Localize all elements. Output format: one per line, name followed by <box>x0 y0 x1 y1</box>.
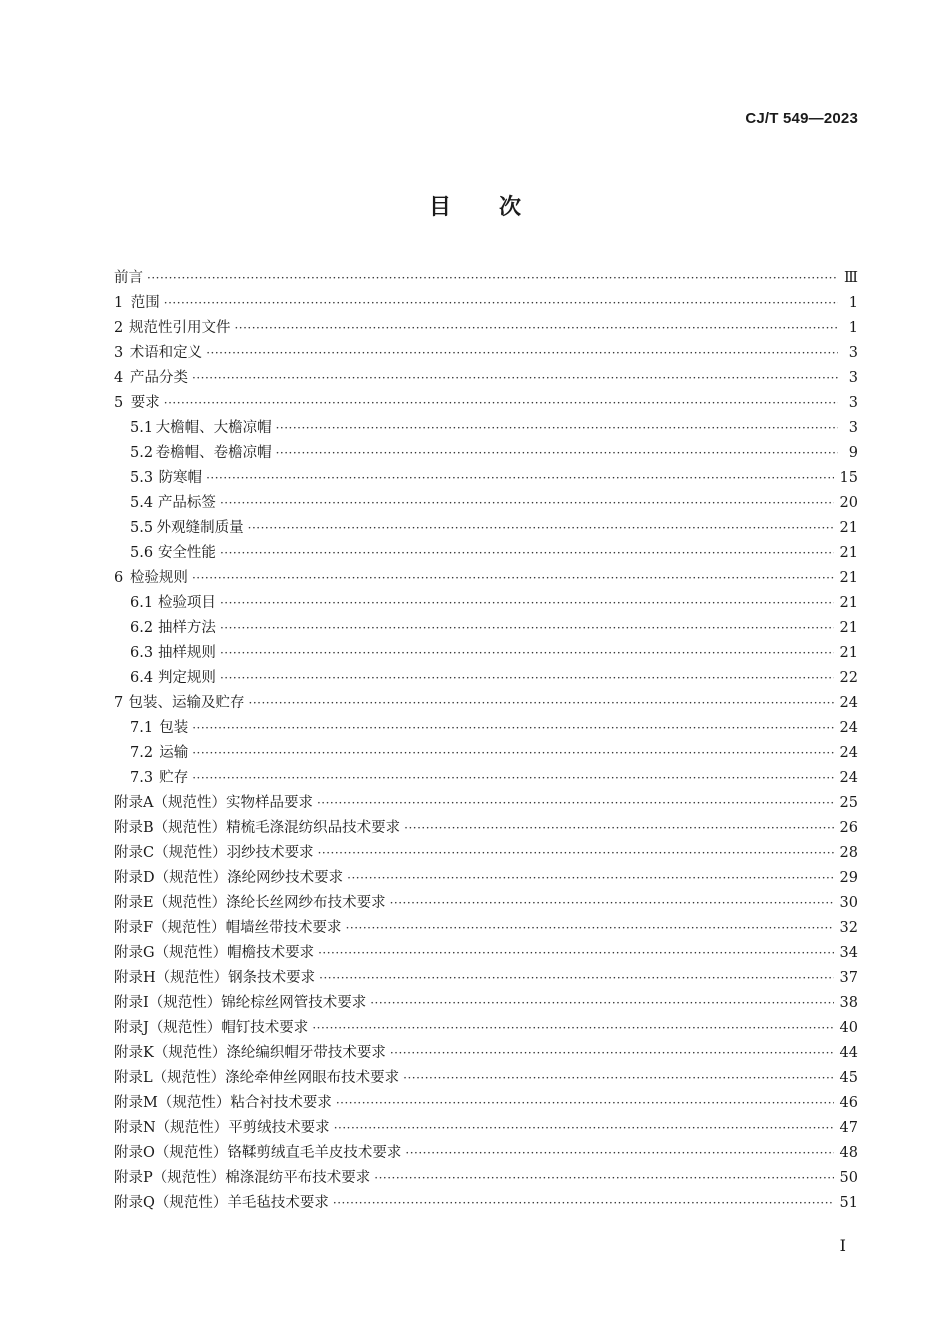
toc-entry[interactable] <box>114 1191 858 1216</box>
dot-leader <box>276 441 838 466</box>
dot-leader <box>347 866 833 891</box>
toc-entry-number: 5.5 <box>130 520 154 536</box>
appendix-tag: 附录N（规范性） <box>114 1120 229 1136</box>
dot-leader <box>164 391 838 416</box>
toc-entry-label: 涤纶牵伸丝网眼布技术要求 <box>225 1070 400 1086</box>
toc-entry-label: 平剪绒技术要求 <box>228 1120 330 1136</box>
toc-entry-page: 9 <box>848 445 858 461</box>
appendix-tag: 附录H（规范性） <box>114 970 229 986</box>
appendix-tag: 附录I（规范性） <box>114 995 222 1011</box>
toc-entry-page: 21 <box>839 595 858 611</box>
toc-entry[interactable] <box>114 1041 858 1066</box>
toc-entry[interactable] <box>114 266 858 291</box>
toc-entry[interactable] <box>114 691 858 716</box>
dot-leader <box>206 341 838 366</box>
toc-entry-page: 26 <box>839 820 858 836</box>
appendix-tag: 附录E（规范性） <box>114 895 227 911</box>
toc-entry[interactable] <box>114 816 858 841</box>
toc-entry-page: Ⅲ <box>844 270 858 286</box>
dot-leader <box>249 691 834 716</box>
appendix-tag: 附录L（规范性） <box>114 1070 226 1086</box>
toc-entry-label: 精梳毛涤混纺织品技术要求 <box>226 820 401 836</box>
toc-entry-page: 50 <box>839 1170 858 1186</box>
dot-leader <box>403 1066 833 1091</box>
toc-entry-page: 20 <box>839 495 858 511</box>
page-title <box>0 190 950 221</box>
toc-entry-label: 检验规则 <box>129 570 188 586</box>
dot-leader <box>192 716 833 741</box>
toc-entry[interactable] <box>114 391 858 416</box>
toc-entry-page: 22 <box>839 670 858 686</box>
dot-leader <box>390 891 834 916</box>
dot-leader <box>192 766 833 791</box>
toc-entry-label: 产品标签 <box>157 495 216 511</box>
toc-entry-number: 5 <box>114 395 124 411</box>
toc-entry-label: 涤纶编织帽牙带技术要求 <box>226 1045 386 1061</box>
toc-entry-number: 5.4 <box>130 495 154 511</box>
toc-entry-page: 32 <box>839 920 858 936</box>
dot-leader <box>192 366 838 391</box>
toc-entry[interactable] <box>114 791 858 816</box>
toc-entry-page: 21 <box>839 570 858 586</box>
footer-page-number: Ⅰ <box>839 1236 846 1255</box>
dot-leader <box>374 1166 833 1191</box>
table-of-contents <box>114 266 858 1216</box>
dot-leader <box>164 291 838 316</box>
toc-entry[interactable] <box>114 866 858 891</box>
toc-entry-number: 6.4 <box>130 670 154 686</box>
toc-entry-label: 外观缝制质量 <box>156 520 244 536</box>
toc-entry[interactable] <box>114 641 858 666</box>
appendix-tag: 附录A（规范性） <box>114 795 226 811</box>
toc-entry-number: 5.6 <box>130 545 154 561</box>
toc-entry[interactable] <box>114 716 858 741</box>
toc-entry-label: 棉涤混纺平布技术要求 <box>225 1170 371 1186</box>
toc-entry[interactable] <box>114 491 858 516</box>
toc-entry-page: 34 <box>839 945 858 961</box>
dot-leader <box>317 791 834 816</box>
toc-entry-page: 21 <box>839 645 858 661</box>
dot-leader <box>220 616 834 641</box>
toc-entry-page: 37 <box>839 970 858 986</box>
toc-entry[interactable] <box>114 291 858 316</box>
toc-entry-page: 28 <box>839 845 858 861</box>
dot-leader <box>405 1141 833 1166</box>
toc-entry-page: 30 <box>839 895 858 911</box>
toc-entry-page: 25 <box>839 795 858 811</box>
toc-entry[interactable] <box>114 741 858 766</box>
toc-entry-page: 3 <box>848 370 858 386</box>
toc-entry-number: 7 <box>114 695 124 711</box>
toc-entry-label: 涤纶长丝网纱布技术要求 <box>226 895 386 911</box>
toc-entry-label: 规范性引用文件 <box>128 320 231 336</box>
toc-entry-number: 5.1 <box>130 420 154 436</box>
toc-entry[interactable] <box>114 991 858 1016</box>
toc-entry-label: 羽纱技术要求 <box>226 845 314 861</box>
title-char: 目 <box>428 194 451 220</box>
toc-entry-page: 46 <box>839 1095 858 1111</box>
toc-entry-label: 卷檐帽、卷檐凉帽 <box>155 445 272 461</box>
dot-leader <box>333 1191 834 1216</box>
dot-leader <box>346 916 834 941</box>
toc-entry-number: 7.3 <box>130 770 154 786</box>
toc-entry-label: 防寒帽 <box>158 470 203 486</box>
toc-entry-label: 范围 <box>130 295 160 311</box>
toc-entry-label: 判定规则 <box>157 670 216 686</box>
dot-leader <box>404 816 833 841</box>
toc-entry[interactable] <box>114 1091 858 1116</box>
toc-entry[interactable] <box>114 516 858 541</box>
toc-entry-number: 3 <box>114 345 124 361</box>
toc-entry[interactable] <box>114 891 858 916</box>
toc-entry[interactable] <box>114 441 858 466</box>
toc-entry-number: 5.3 <box>130 470 154 486</box>
toc-entry-page: 47 <box>839 1120 858 1136</box>
dot-leader <box>206 466 833 491</box>
dot-leader <box>220 491 834 516</box>
toc-entry-label: 铬鞣剪绒直毛羊皮技术要求 <box>227 1145 402 1161</box>
toc-entry-page: 24 <box>839 745 858 761</box>
toc-entry-label: 抽样规则 <box>157 645 216 661</box>
toc-entry[interactable] <box>114 1141 858 1166</box>
dot-leader <box>192 741 833 766</box>
dot-leader <box>319 966 833 991</box>
appendix-tag: 附录M（规范性） <box>114 1095 231 1111</box>
toc-entry[interactable] <box>114 916 858 941</box>
toc-entry-number: 5.2 <box>130 445 154 461</box>
toc-entry-label: 锦纶棕丝网管技术要求 <box>221 995 367 1011</box>
toc-entry-page: 24 <box>839 720 858 736</box>
toc-entry-page: 21 <box>839 520 858 536</box>
toc-entry-label: 钢条技术要求 <box>228 970 316 986</box>
toc-entry-label: 包装、运输及贮存 <box>128 695 245 711</box>
toc-entry-page: 24 <box>839 695 858 711</box>
toc-entry-number: 4 <box>114 370 124 386</box>
toc-entry-number: 1 <box>114 295 124 311</box>
toc-entry-label: 粘合衬技术要求 <box>230 1095 332 1111</box>
toc-entry-number: 7.1 <box>130 720 154 736</box>
dot-leader <box>334 1116 834 1141</box>
toc-entry-page: 21 <box>839 620 858 636</box>
toc-entry-page: 38 <box>839 995 858 1011</box>
dot-leader <box>220 541 834 566</box>
appendix-tag: 附录Q（规范性） <box>114 1195 228 1211</box>
dot-leader <box>370 991 833 1016</box>
toc-entry[interactable] <box>114 616 858 641</box>
toc-entry-page: 29 <box>839 870 858 886</box>
appendix-tag: 附录B（规范性） <box>114 820 227 836</box>
toc-entry-label: 涤纶网纱技术要求 <box>227 870 344 886</box>
toc-entry-number: 2 <box>114 320 124 336</box>
toc-entry[interactable] <box>114 841 858 866</box>
toc-entry[interactable] <box>114 966 858 991</box>
toc-entry-label: 产品分类 <box>130 370 189 386</box>
toc-entry-label: 抽样方法 <box>157 620 216 636</box>
toc-entry[interactable] <box>114 591 858 616</box>
dot-leader <box>248 516 834 541</box>
toc-entry[interactable] <box>114 1066 858 1091</box>
toc-entry[interactable] <box>114 766 858 791</box>
standard-code: CJ/T 549—2023 <box>745 110 858 127</box>
toc-entry-label: 实物样品要求 <box>225 795 313 811</box>
toc-entry[interactable] <box>114 416 858 441</box>
title-char: 次 <box>499 194 522 220</box>
toc-entry-number: 7.2 <box>130 745 154 761</box>
appendix-tag: 附录K（规范性） <box>114 1045 227 1061</box>
dot-leader <box>318 941 833 966</box>
dot-leader <box>390 1041 834 1066</box>
toc-entry-number: 6.2 <box>130 620 154 636</box>
toc-entry-label: 帽钉技术要求 <box>221 1020 309 1036</box>
dot-leader <box>220 666 834 691</box>
toc-entry[interactable] <box>114 666 858 691</box>
toc-entry-number: 6 <box>114 570 124 586</box>
toc-entry-page: 21 <box>839 545 858 561</box>
appendix-tag: 附录P（规范性） <box>114 1170 226 1186</box>
toc-entry-page: 48 <box>839 1145 858 1161</box>
toc-entry-page: 1 <box>848 320 858 336</box>
toc-entry-page: 44 <box>839 1045 858 1061</box>
toc-entry[interactable] <box>114 941 858 966</box>
dot-leader <box>318 841 834 866</box>
toc-entry-number: 6.3 <box>130 645 154 661</box>
toc-entry-label: 要求 <box>130 395 160 411</box>
dot-leader <box>147 266 838 291</box>
appendix-tag: 附录J（规范性） <box>114 1020 222 1036</box>
toc-entry[interactable] <box>114 1166 858 1191</box>
dot-leader <box>220 641 834 666</box>
toc-entry-page: 24 <box>839 770 858 786</box>
toc-entry-page: 45 <box>839 1070 858 1086</box>
toc-entry-page: 1 <box>848 295 858 311</box>
toc-entry-number: 6.1 <box>130 595 154 611</box>
toc-entry-label: 贮存 <box>159 770 189 786</box>
appendix-tag: 附录C（规范性） <box>114 845 227 861</box>
toc-entry[interactable] <box>114 541 858 566</box>
dot-leader <box>276 416 838 441</box>
toc-entry[interactable] <box>114 566 858 591</box>
dot-leader <box>234 316 838 341</box>
appendix-tag: 附录O（规范性） <box>114 1145 228 1161</box>
appendix-tag: 附录D（规范性） <box>114 870 228 886</box>
toc-entry[interactable] <box>114 466 858 491</box>
toc-entry-page: 3 <box>848 345 858 361</box>
toc-entry-page: 3 <box>848 395 858 411</box>
toc-entry-page: 51 <box>839 1195 858 1211</box>
toc-entry-label: 大檐帽、大檐凉帽 <box>155 420 272 436</box>
toc-entry-label: 羊毛毡技术要求 <box>227 1195 329 1211</box>
dot-leader <box>312 1016 833 1041</box>
toc-entry[interactable] <box>114 316 858 341</box>
dot-leader <box>336 1091 834 1116</box>
toc-entry-page: 3 <box>848 420 858 436</box>
toc-entry-label: 安全性能 <box>157 545 216 561</box>
toc-entry-page: 40 <box>839 1020 858 1036</box>
appendix-tag: 附录G（规范性） <box>114 945 228 961</box>
toc-entry-page: 15 <box>839 470 858 486</box>
toc-entry[interactable] <box>114 1016 858 1041</box>
toc-entry-label: 运输 <box>159 745 189 761</box>
toc-entry[interactable] <box>114 1116 858 1141</box>
toc-entry-label: 帽墙丝带技术要求 <box>225 920 342 936</box>
toc-entry-label: 帽檐技术要求 <box>227 945 315 961</box>
dot-leader <box>220 591 834 616</box>
toc-entry[interactable] <box>114 341 858 366</box>
toc-entry-label: 检验项目 <box>157 595 216 611</box>
toc-entry[interactable] <box>114 366 858 391</box>
appendix-tag: 附录F（规范性） <box>114 920 226 936</box>
toc-entry-label: 前言 <box>114 270 143 286</box>
dot-leader <box>192 566 834 591</box>
toc-entry-label: 包装 <box>159 720 189 736</box>
toc-entry-label: 术语和定义 <box>129 345 203 361</box>
